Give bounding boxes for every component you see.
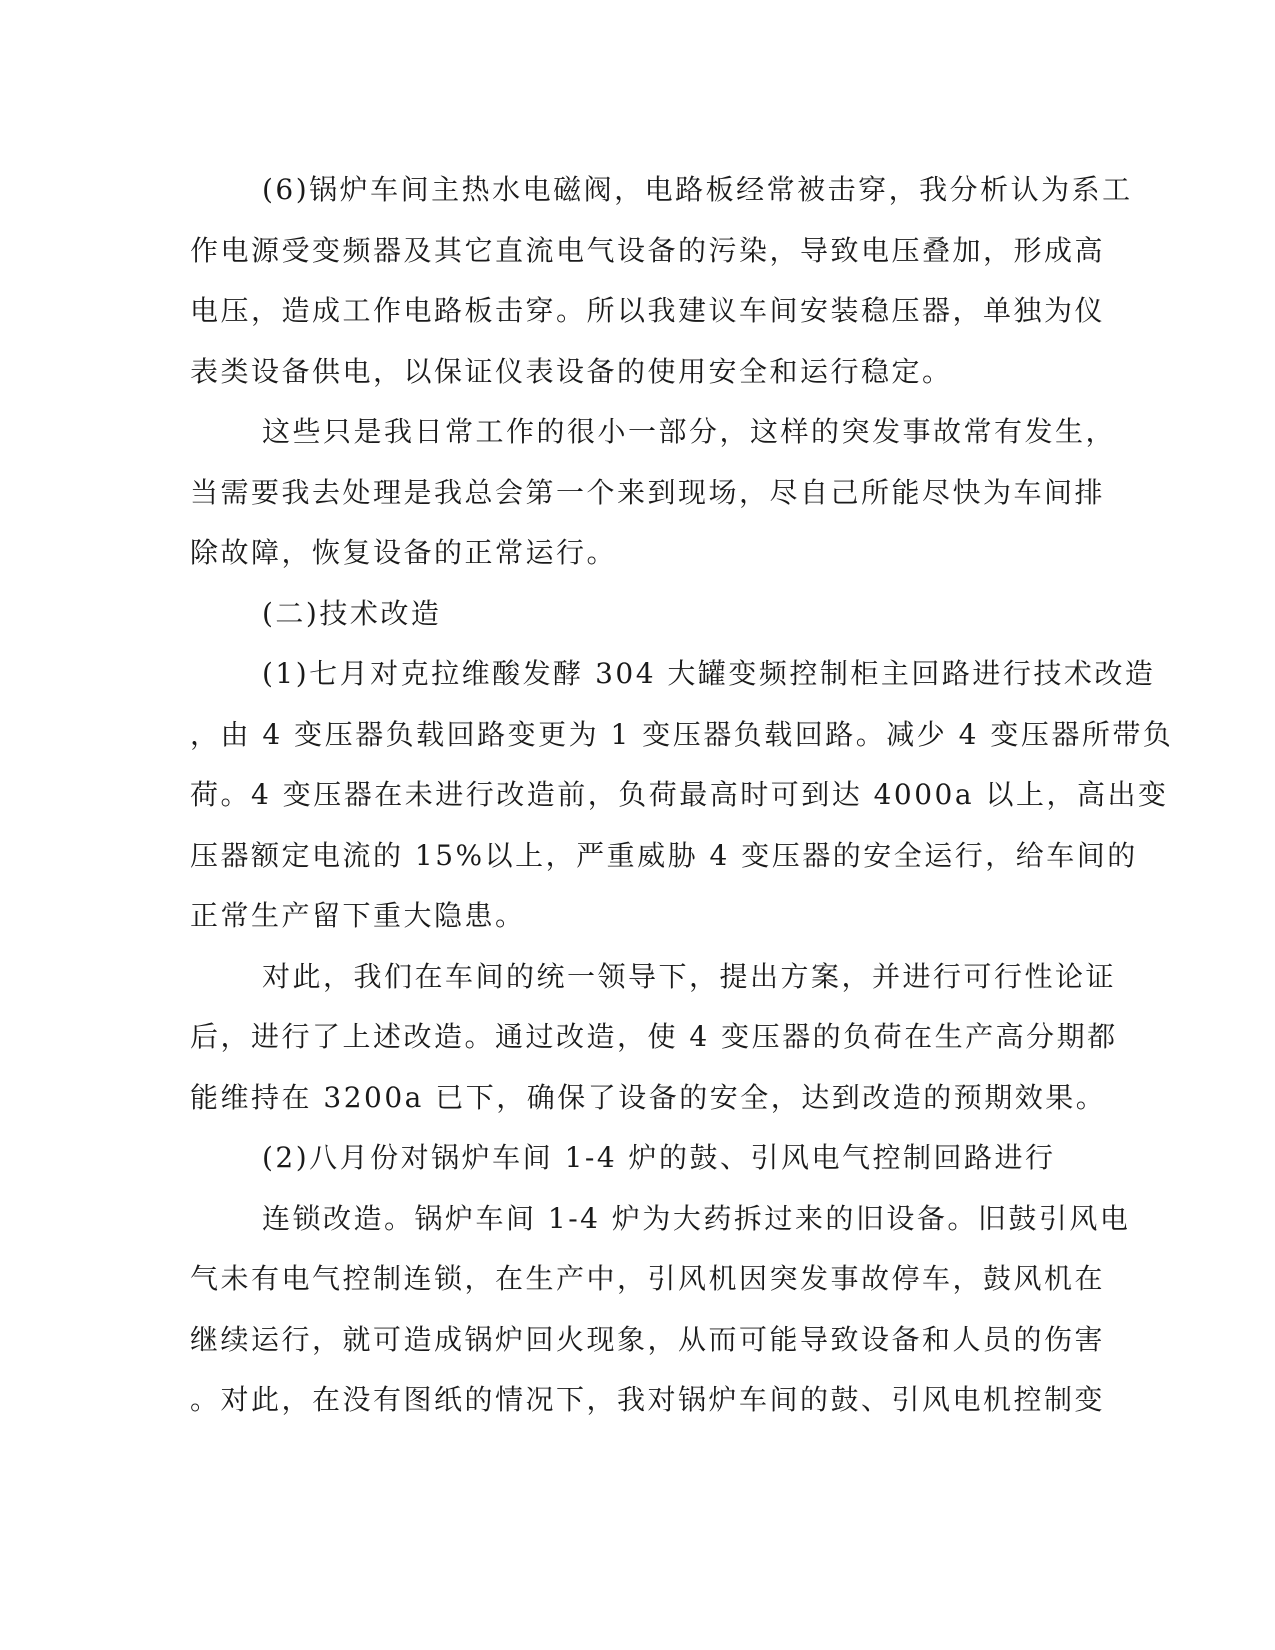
paragraph-line: 。对此，在没有图纸的情况下，我对锅炉车间的鼓、引风电机控制变 <box>190 1383 1106 1416</box>
paragraph-line: 后，进行了上述改造。通过改造，使 4 变压器的负荷在生产高分期都 <box>190 1020 1118 1053</box>
paragraph-line: 能维持在 3200a 已下，确保了设备的安全，达到改造的预期效果。 <box>190 1080 1107 1114</box>
paragraph-line: 对此，我们在车间的统一领导下，提出方案，并进行可行性论证 <box>262 959 1117 993</box>
paragraph-line: ，由 4 变压器负载回路变更为 1 变压器负载回路。减少 4 变压器所带负 <box>190 717 1174 751</box>
paragraph-line: (1)七月对克拉维酸发酵 304 大罐变频控制柜主回路进行技术改造 <box>262 657 1156 690</box>
section-heading: (二)技术改造 <box>262 596 442 630</box>
paragraph-line: 表类设备供电，以保证仪表设备的使用安全和运行稳定。 <box>190 354 953 388</box>
paragraph-line: 作电源受变频器及其它直流电气设备的污染，导致电压叠加，形成高 <box>190 233 1106 267</box>
document-body <box>190 160 1174 1431</box>
paragraph-line: 荷。4 变压器在未进行改造前，负荷最高时可到达 4000a 以上，高出变 <box>190 778 1169 811</box>
paragraph-line: 连锁改造。锅炉车间 1-4 炉为大药拆过来的旧设备。旧鼓引风电 <box>262 1201 1131 1235</box>
paragraph-line: 正常生产留下重大隐患。 <box>190 899 526 932</box>
paragraph-line: 这些只是我日常工作的很小一部分，这样的突发事故常有发生， <box>262 415 1117 448</box>
paragraph-line: 除故障，恢复设备的正常运行。 <box>190 536 618 569</box>
paragraph-line: (6)锅炉车间主热水电磁阀，电路板经常被击穿，我分析认为系工 <box>262 173 1133 206</box>
paragraph-line: 当需要我去处理是我总会第一个来到现场，尽自己所能尽快为车间排 <box>190 475 1106 509</box>
paragraph-line: (2)八月份对锅炉车间 1-4 炉的鼓、引风电气控制回路进行 <box>262 1141 1056 1174</box>
paragraph-line: 继续运行，就可造成锅炉回火现象，从而可能导致设备和人员的伤害 <box>190 1322 1106 1356</box>
paragraph-line: 压器额定电流的 15%以上，严重威胁 4 变压器的安全运行，给车间的 <box>190 838 1138 872</box>
paragraph-line: 电压，造成工作电路板击穿。所以我建议车间安装稳压器，单独为仪 <box>190 294 1106 327</box>
paragraph-line: 气未有电气控制连锁，在生产中，引风机因突发事故停车，鼓风机在 <box>190 1262 1106 1295</box>
